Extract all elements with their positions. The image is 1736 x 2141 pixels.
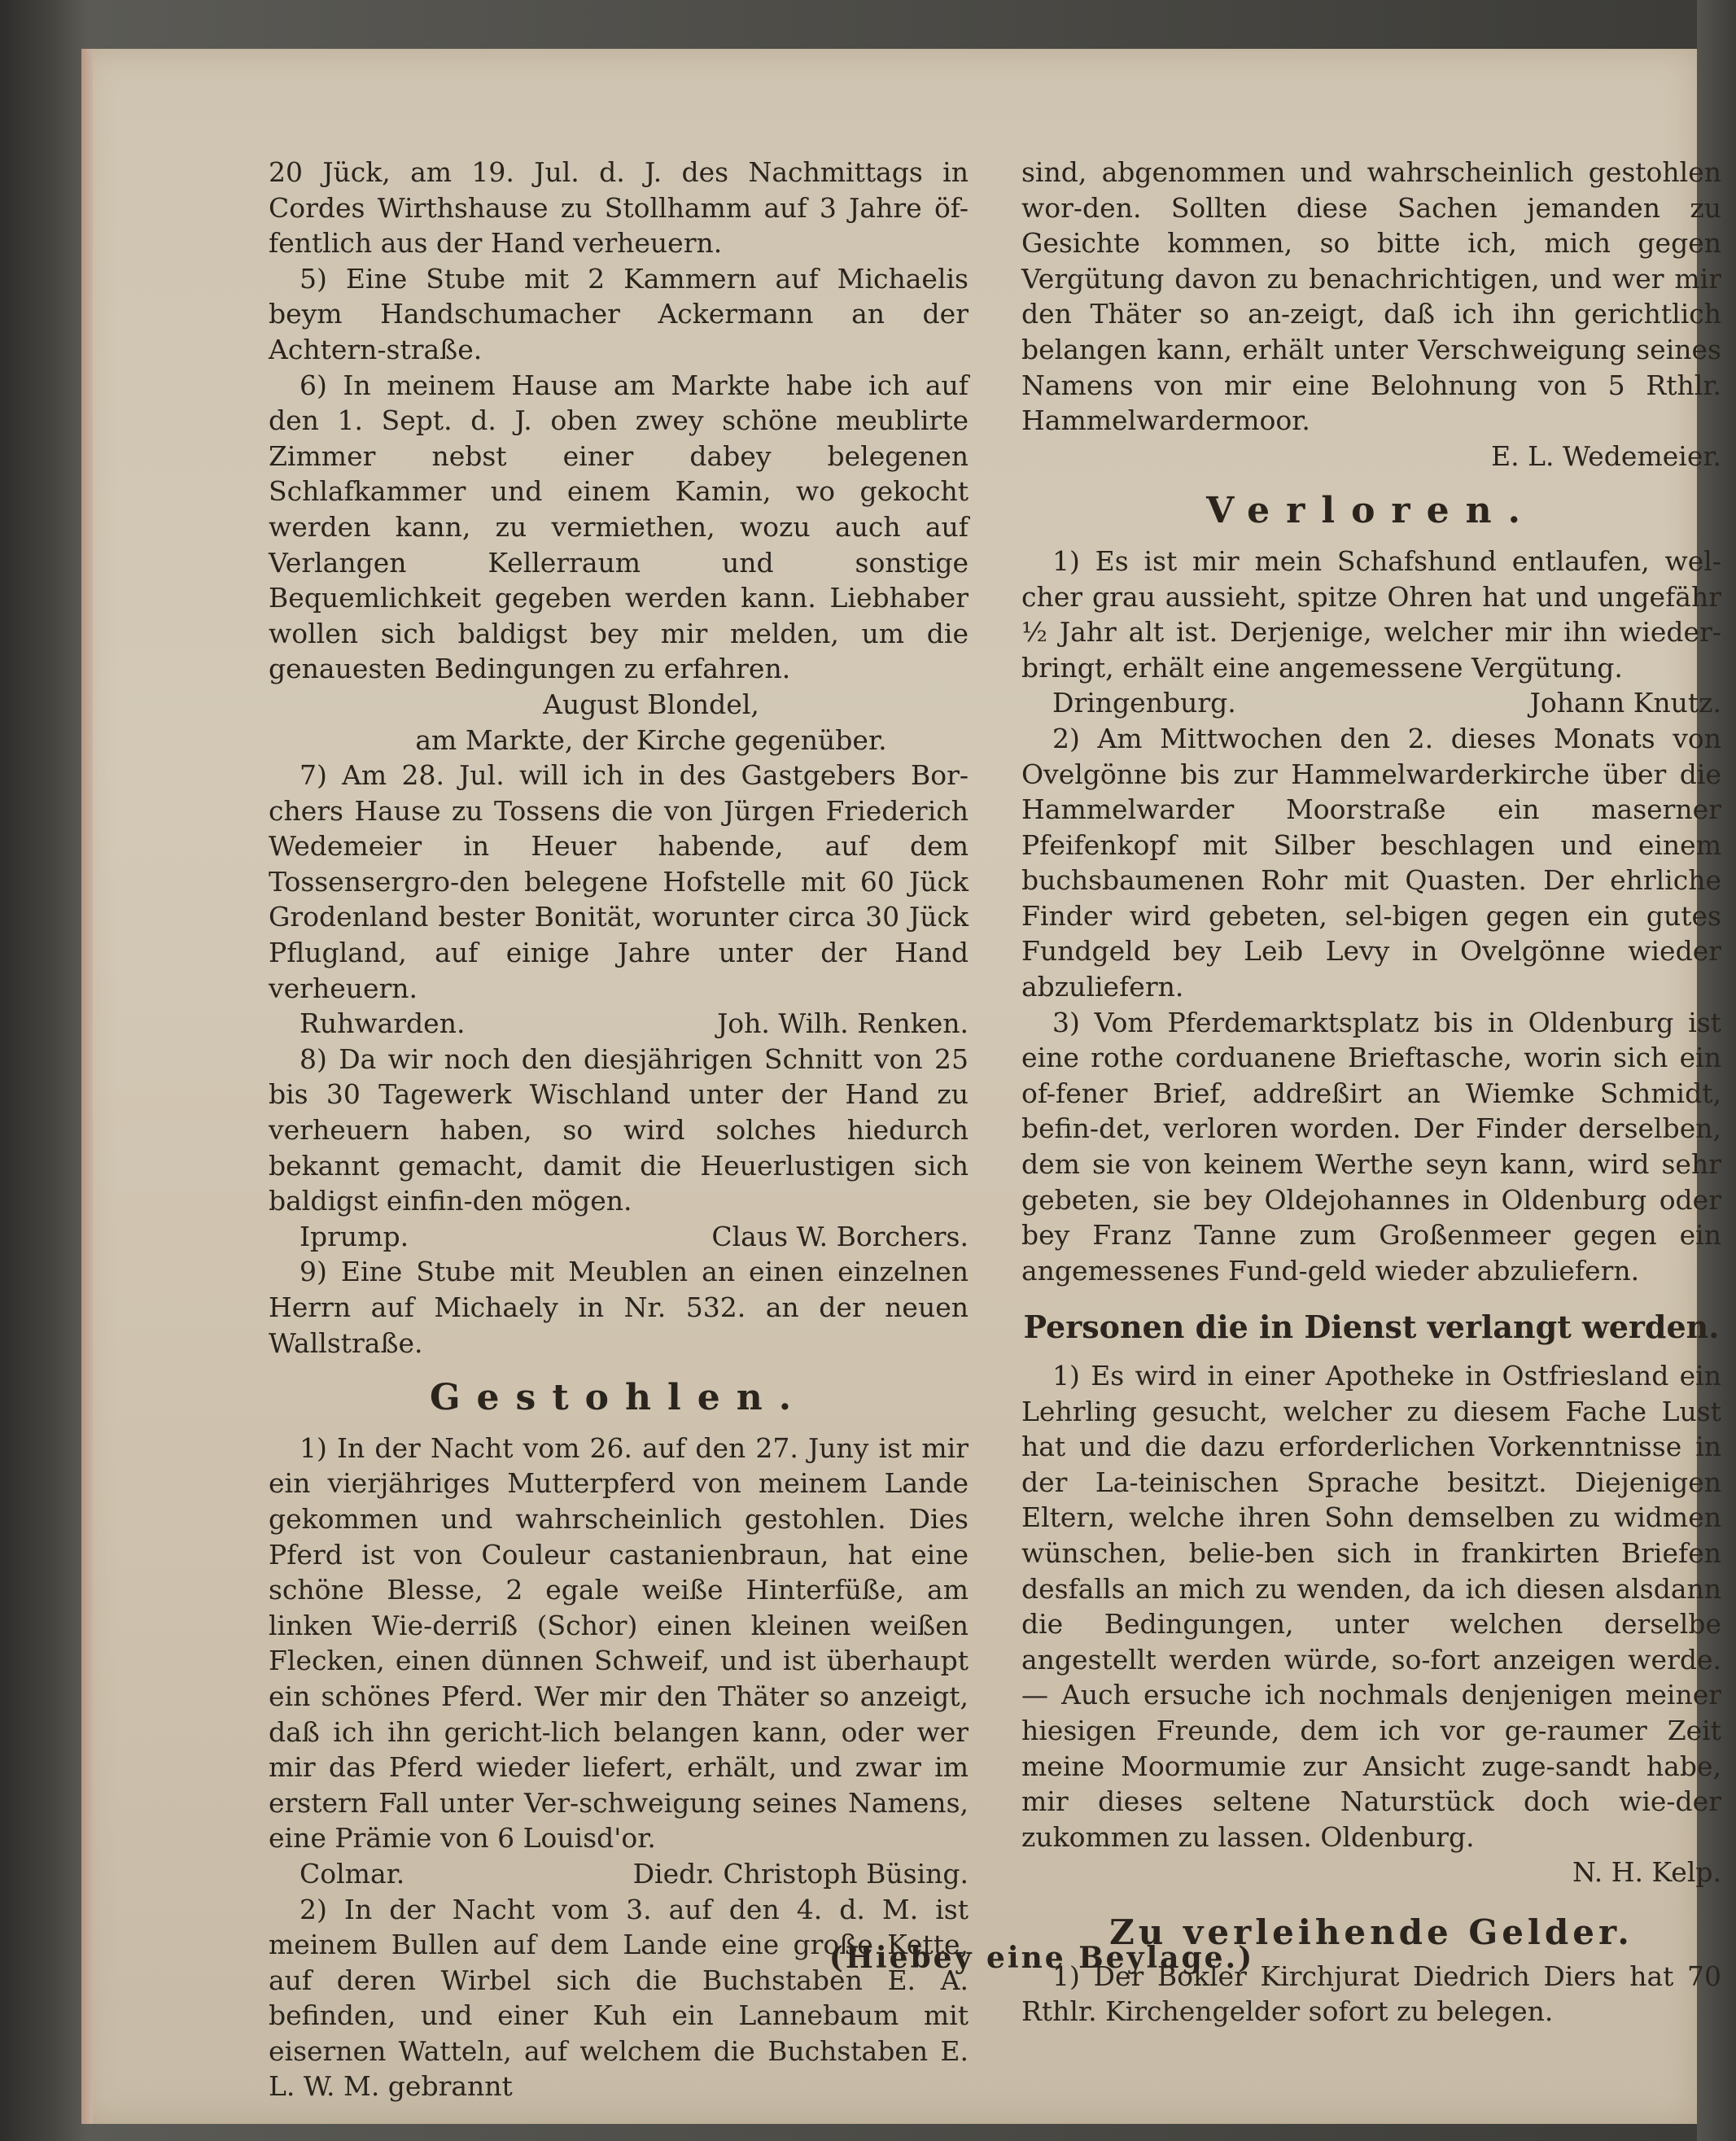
lost-notice-2: 2) Am Mittwochen den 2. dieses Monats von Ovelgönne bis zur Hammelwarderkirche über die Hammelwarder Moorstraße ein maserner Pfeifenkopf mit Silber beschlagen und einem buchsbaumenen Rohr mit Quasten. Der ehrliche Finder wird gebeten, sel-bigen gegen ein gutes Fundgeld bey Leib Levy in Ovelgönne wieder abzuliefern.	[1021, 722, 1721, 1003]
notice-4-continuation: 20 Jück, am 19. Jul. d. J. des Nachmittags in Cordes Wirthshause zu Stollhamm auf 3 Jahre öf-fentlich aus der Hand verheuern.	[269, 156, 969, 260]
left-column	[269, 155, 969, 2104]
stolen-notice-2-signature: E. L. Wedemeier.	[1491, 439, 1721, 472]
lost-notice-3: 3) Vom Pferdemarktsplatz bis in Oldenburg ist eine rothe corduanene Brieftasche, worin sich ein of-fener Brief, addreßirt an Wiemke Schmidt, befin-det, verloren worden. Der Finder derselben, dem sie von keinem Werthe seyn kann, wird sehr gebeten, sie bey Oldejohannes in Oldenburg oder bey Franz Tanne zum Großenmeer gegen ein angemessenes Fund-geld wieder abzuliefern.	[1021, 1006, 1721, 1287]
notice-8-signature	[269, 1219, 969, 1255]
heading-verloren: Verloren.	[1206, 490, 1537, 532]
notice-6: 6) In meinem Hause am Markte habe ich auf den 1. Sept. d. J. oben zwey schöne meublirte Zimmer nebst einer dabey belegenen Schlafkammer und einem Kamin, wo gekocht werden kann, zu vermiethen, wozu auch auf Verlangen Kellerraum und sonstige Bequemlichkeit gegeben werden kann. Liebhaber wollen sich baldigst bey mir melden, um die genauesten Bedingungen zu erfahren.	[269, 369, 969, 685]
heading-personen-dienst: Personen die in Dienst verlangt werden.	[1023, 1309, 1720, 1346]
notice-5: 5) Eine Stube mit 2 Kammern auf Michaelis beym Handschumacher Ackermann an der Achtern-straße.	[269, 262, 969, 365]
loan-notice-1: 1) Der Bokler Kirchjurat Diedrich Diers hat 70 Rthlr. Kirchengelder sofort zu belegen.	[1021, 1960, 1721, 2028]
lost-notice-1-place: Dringenburg.	[1052, 687, 1236, 719]
notice-7-signature	[269, 1006, 969, 1042]
heading-gestohlen: Gestohlen.	[429, 1377, 808, 1419]
stolen-notice-1-name: Diedr. Christoph Büsing.	[632, 1857, 969, 1890]
stolen-notice-2: 2) In der Nacht vom 3. auf den 4. d. M. ist meinem Bullen auf dem Lande eine große Kette, auf deren Wirbel sich die Buchstaben E. A. befinden, und einer Kuh ein Lannebaum mit eisernen Watteln, auf welchem die Buchstaben E. L. W. M. gebrannt	[269, 1893, 969, 2103]
notice-8-name: Claus W. Borchers.	[711, 1220, 969, 1252]
service-notice-1-signature: N. H. Kelp.	[1572, 1856, 1721, 1889]
right-column	[1021, 155, 1721, 2030]
notice-7-place: Ruhwarden.	[300, 1007, 466, 1040]
stolen-notice-1-signature	[269, 1856, 969, 1892]
service-notice-1: 1) Es wird in einer Apotheke in Ostfriesland ein Lehrling gesucht, welcher zu diesem Fache Lust hat und die dazu erforderlichen Vorkenntnisse in der La-teinischen Sprache besitzt. Diejenigen Eltern, welche ihren Sohn demselben zu widmen wünschen, belie-ben sich in frankirten Briefen desfalls an mich zu wenden, da ich diesen alsdann die Bedingungen, unter welchen derselbe angestellt werden würde, so-fort anzeigen werde. — Auch ersuche ich nochmals denjenigen meiner hiesigen Freunde, dem ich vor ge-raumer Zeit meine Moormumie zur Ansicht zuge-sandt habe, mir dieses seltene Naturstück doch wie-der zukommen zu lassen. Oldenburg.	[1021, 1360, 1721, 1853]
page-edge	[81, 49, 93, 2124]
notice-8-place: Iprump.	[300, 1220, 409, 1252]
lost-notice-1: 1) Es ist mir mein Schafshund entlaufen, wel-cher grau aussieht, spitze Ohren hat und ungefähr ½ Jahr alt ist. Derjenige, welcher mir ihn wieder-bringt, erhält eine angemessene Vergütung.	[1021, 544, 1721, 684]
notice-6-signature-address: am Markte, der Kirche gegenüber.	[415, 723, 887, 756]
notice-7: 7) Am 28. Jul. will ich in des Gastgebers Bor-chers Hause zu Tossens die von Jürgen Friederich Wedemeier in Heuer habende, auf dem Tossensergro-den belegene Hofstelle mit 60 Jück Grodenland bester Bonität, worunter circa 30 Jück Pflugland, auf einige Jahre unter der Hand verheuern.	[269, 759, 969, 1004]
stolen-notice-1-place: Colmar.	[300, 1857, 405, 1890]
notice-8: 8) Da wir noch den diesjährigen Schnitt von 25 bis 30 Tagewerk Wischland unter der Hand zu verheuern haben, so wird solches hiedurch bekannt gemacht, damit die Heuerlustigen sich baldigst einfin-den mögen.	[269, 1042, 969, 1217]
notice-7-name: Joh. Wilh. Renken.	[717, 1007, 969, 1040]
supplement-note: (Hiebey eine Beylage.)	[829, 1941, 1255, 1975]
heading-gelder: Zu verleihende Gelder.	[1109, 1912, 1633, 1952]
lost-notice-1-name: Johann Knutz.	[1529, 687, 1721, 719]
stolen-notice-2-continuation: sind, abgenommen und wahrscheinlich gestohlen wor-den. Sollten diese Sachen jemanden zu Gesichte kommen, so bitte ich, mich gegen Vergütung davon zu benachrichtigen, und wer mir den Thäter so an-zeigt, daß ich ihn gerichtlich belangen kann, erhält unter Verschweigung seines Namens von mir eine Belohnung von 5 Rthlr. Hammelwardermoor.	[1021, 156, 1721, 437]
notice-6-signature-name: August Blondel,	[543, 688, 759, 720]
stolen-notice-1: 1) In der Nacht vom 26. auf den 27. Juny ist mir ein vierjähriges Mutterpferd von meinem Lande gekommen und wahrscheinlich gestohlen. Dies Pferd ist von Couleur castanienbraun, hat eine schöne Blesse, 2 egale weiße Hinterfüße, am linken Wie-derriß (Schor) einen kleinen weißen Flecken, einen dünnen Schweif, und ist überhaupt ein schönes Pferd. Wer mir den Thäter so anzeigt, daß ich ihn gericht-lich belangen kann, oder wer mir das Pferd wieder liefert, erhält, und zwar im erstern Fall unter Ver-schweigung seines Namens, eine Prämie von 6 Louisd'or.	[269, 1431, 969, 1855]
lost-notice-1-signature	[1021, 685, 1721, 721]
notice-9: 9) Eine Stube mit Meublen an einen einzelnen Herrn auf Michaely in Nr. 532. an der neuen Wallstraße.	[269, 1256, 969, 1359]
